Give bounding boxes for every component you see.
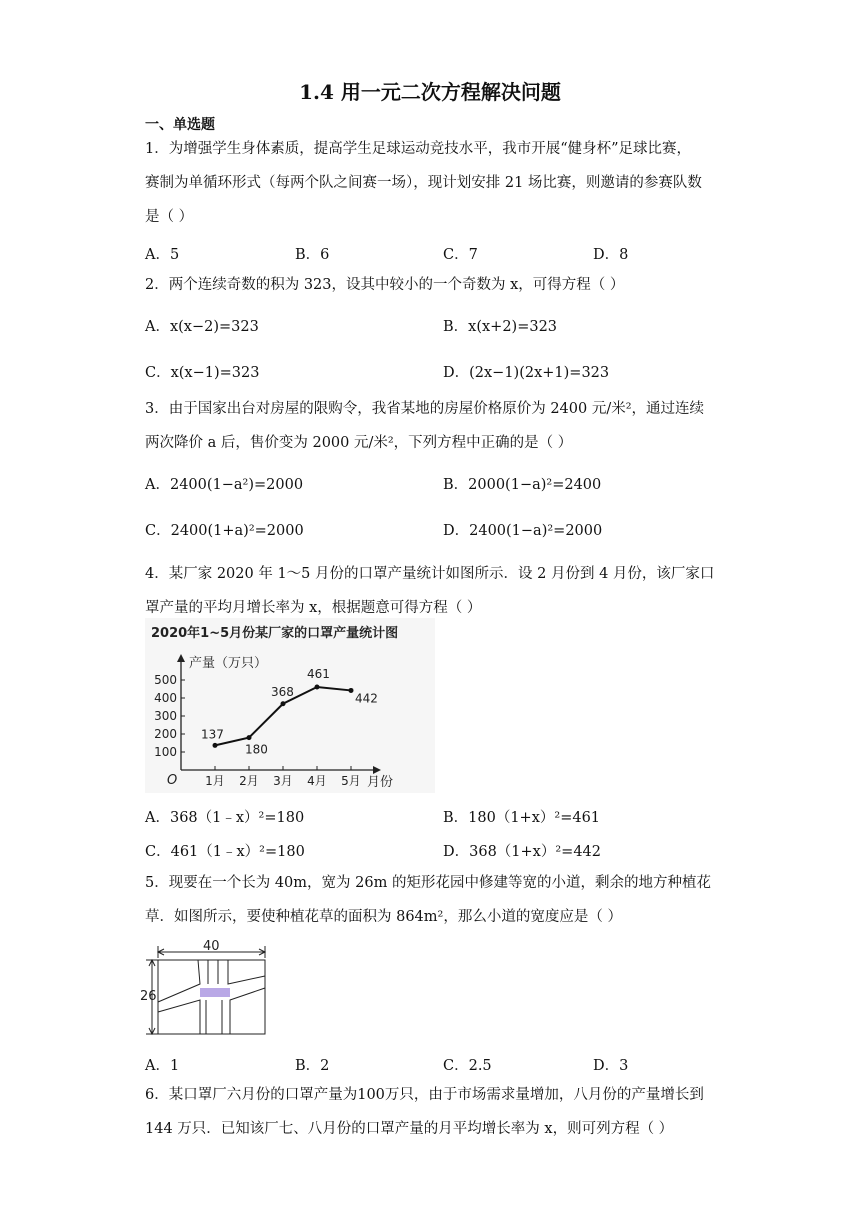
question-1-line-1: 1．为增强学生身体素质，提高学生足球运动竞技水平，我市开展“健身杯”足球比赛， xyxy=(145,141,692,157)
road-edge-1 xyxy=(158,960,200,1002)
page-title: 1.4 用一元二次方程解决问题 xyxy=(299,80,561,104)
q1-option-a[interactable]: A．5 xyxy=(145,247,180,263)
question-6-line-2: 144 万只．已知该厂七、八月份的口罩产量的月平均增长率为 x，则可列方程（ ） xyxy=(145,1121,674,1137)
origin-label: O xyxy=(167,773,178,788)
road-edge-4 xyxy=(230,988,265,1034)
q4-option-d[interactable]: D．368（1+x）²=442 xyxy=(443,844,601,860)
data-point xyxy=(315,685,320,690)
q3-option-c[interactable]: C．2400(1+a)²=2000 xyxy=(145,523,304,539)
question-6 xyxy=(145,1078,704,1146)
data-label: 461 xyxy=(307,667,330,682)
q4-option-b[interactable]: B．180（1+x）²=461 xyxy=(443,810,601,826)
section-heading: 一、单选题 xyxy=(145,117,215,133)
y-tick-label: 100 xyxy=(154,745,177,759)
question-2 xyxy=(145,268,624,302)
data-label: 442 xyxy=(355,691,378,706)
question-5-line-2: 草．如图所示，要使种植花草的面积为 864m²，那么小道的宽度应是（ ） xyxy=(145,909,622,925)
data-label: 137 xyxy=(201,727,224,742)
q2-option-a[interactable]: A．x(x−2)=323 xyxy=(145,319,259,335)
width-label: 26 xyxy=(140,989,157,1004)
y-tick-label: 500 xyxy=(154,673,177,687)
x-tick-label: 1月 xyxy=(205,774,225,788)
question-3-line-1: 3．由于国家出台对房屋的限购令，我省某地的房屋价格原价为 2400 元/米²，通过连续 xyxy=(145,401,705,417)
question-2-line-1: 2．两个连续奇数的积为 323，设其中较小的一个奇数为 x，可得方程（ ） xyxy=(145,277,625,293)
q1-option-b[interactable]: B．6 xyxy=(295,247,330,263)
data-point xyxy=(281,701,286,706)
q1-option-d[interactable]: D．8 xyxy=(593,247,629,263)
data-point xyxy=(213,743,218,748)
question-6-line-1: 6．某口罩厂六月份的口罩产量为100万只，由于市场需求量增加，八月份的产量增长到 xyxy=(145,1087,704,1103)
y-tick-label: 300 xyxy=(154,709,177,723)
chart-title: 2020年1~5月份某厂家的口罩产量统计图 xyxy=(151,626,399,641)
q5-option-b[interactable]: B．2 xyxy=(295,1058,330,1074)
q5-option-d[interactable]: D．3 xyxy=(593,1058,629,1074)
length-label: 40 xyxy=(203,940,220,954)
question-3-line-2: 两次降价 a 后，售价变为 2000 元/米²，下列方程中正确的是（ ） xyxy=(145,435,573,451)
question-5 xyxy=(145,866,711,934)
question-5-line-1: 5．现要在一个长为 40m，宽为 26m 的矩形花园中修建等宽的小道，剩余的地方种植花 xyxy=(145,875,711,891)
road-edge-3 xyxy=(228,960,265,984)
y-axis-label: 产量（万只） xyxy=(189,656,268,671)
road-intersection-highlight xyxy=(200,988,230,997)
data-point xyxy=(247,735,252,740)
question-4 xyxy=(145,557,714,625)
road-edge-2 xyxy=(158,1000,200,1034)
q4-option-c[interactable]: C．461（1﹣x）²=180 xyxy=(145,844,305,860)
q3-option-a[interactable]: A．2400(1−a²)=2000 xyxy=(145,477,304,493)
q2-option-c[interactable]: C．x(x−1)=323 xyxy=(145,365,260,381)
q3-option-d[interactable]: D．2400(1−a)²=2000 xyxy=(443,523,603,539)
question-4-line-2: 罩产量的平均月增长率为 x，根据题意可得方程（ ） xyxy=(145,600,482,616)
q2-option-d[interactable]: D．(2x−1)(2x+1)=323 xyxy=(443,365,610,381)
y-tick-label: 200 xyxy=(154,727,177,741)
garden-figure xyxy=(140,940,270,1038)
q1-option-c[interactable]: C．7 xyxy=(443,247,478,263)
q2-option-b[interactable]: B．x(x+2)=323 xyxy=(443,319,558,335)
question-1-line-3: 是（ ） xyxy=(145,209,194,225)
x-tick-label: 5月 xyxy=(341,774,361,788)
production-line-chart xyxy=(145,618,435,793)
y-tick-label: 400 xyxy=(154,691,177,705)
x-tick-label: 3月 xyxy=(273,774,293,788)
question-3 xyxy=(145,392,704,460)
question-4-line-1: 4．某厂家 2020 年 1～5 月份的口罩产量统计如图所示．设 2 月份到 4 月份，该厂家口 xyxy=(145,566,715,582)
question-1 xyxy=(145,132,702,234)
x-tick-label: 4月 xyxy=(307,774,327,788)
x-axis-label: 月份 xyxy=(367,775,394,790)
data-label: 180 xyxy=(245,742,268,757)
q4-option-a[interactable]: A．368（1﹣x）²=180 xyxy=(145,810,305,826)
question-1-line-2: 赛制为单循环形式（每两个队之间赛一场），现计划安排 21 场比赛，则邀请的参赛队数 xyxy=(145,175,702,191)
chart-background xyxy=(145,618,435,793)
x-tick-label: 2月 xyxy=(239,774,259,788)
q5-option-a[interactable]: A．1 xyxy=(145,1058,180,1074)
data-point xyxy=(349,688,354,693)
data-label: 368 xyxy=(271,684,294,699)
q5-option-c[interactable]: C．2.5 xyxy=(443,1058,492,1074)
q3-option-b[interactable]: B．2000(1−a)²=2400 xyxy=(443,477,602,493)
